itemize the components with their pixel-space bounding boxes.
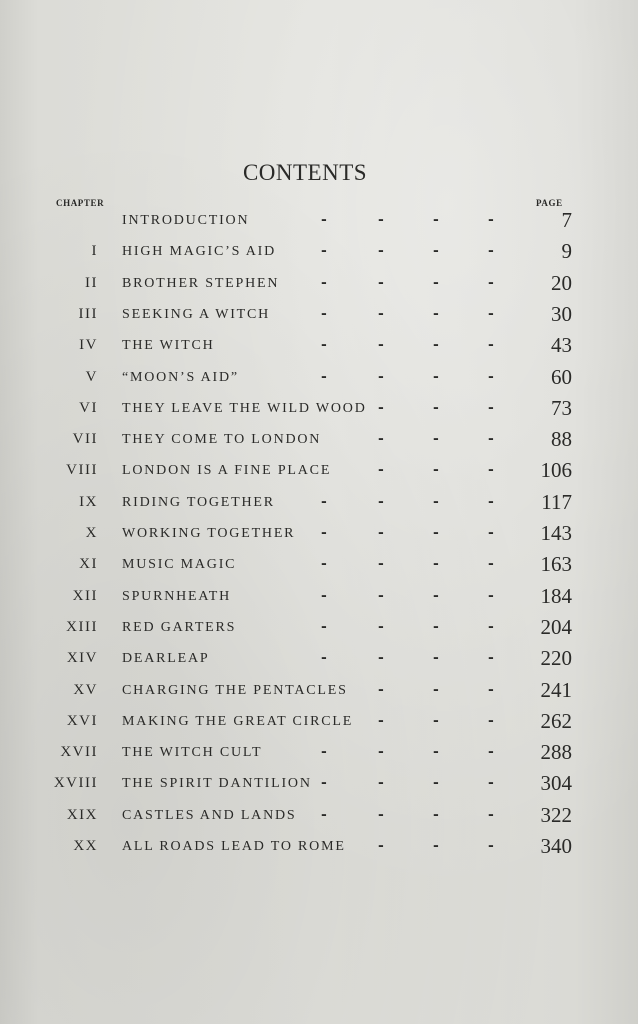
leader-dash: - <box>488 744 494 761</box>
leader-dash: - <box>488 712 494 729</box>
leader-dash: - <box>378 337 384 354</box>
toc-entry <box>0 236 638 267</box>
toc-entry <box>0 205 638 236</box>
leader-dash: - <box>488 462 494 479</box>
page-number: 60 <box>551 364 572 389</box>
leader-dash: - <box>488 368 494 385</box>
page-number: 262 <box>540 708 572 733</box>
chapter-number: XI <box>79 556 98 573</box>
chapter-title: INTRODUCTION <box>122 213 250 228</box>
page-number: 322 <box>540 802 572 827</box>
page-number: 163 <box>540 552 572 577</box>
leader-dash: - <box>378 587 384 604</box>
chapter-title: CASTLES AND LANDS <box>122 807 297 823</box>
leader-dash: - <box>488 587 494 604</box>
leader-dash: - <box>378 431 384 448</box>
leader-dash: - <box>488 431 494 448</box>
toc-entry <box>0 675 638 706</box>
leader-dash: - <box>321 556 327 573</box>
leader-dash: - <box>378 650 384 667</box>
leader-dash: - <box>378 212 384 228</box>
toc-entry <box>0 737 638 768</box>
chapter-number: XIII <box>66 618 98 635</box>
leader-dash: - <box>433 587 439 604</box>
chapter-title: LONDON IS A FINE PLACE <box>122 463 332 479</box>
leader-dash: - <box>321 525 327 541</box>
leader-dash: - <box>321 744 327 761</box>
leader-dash: - <box>488 650 494 667</box>
chapter-title: THE WITCH <box>122 338 215 354</box>
chapter-number: II <box>85 274 98 291</box>
leader-dash: - <box>433 681 439 698</box>
chapter-title: ALL ROADS LEAD TO ROME <box>122 839 346 854</box>
toc-entry <box>0 643 638 674</box>
chapter-number: IV <box>79 337 98 354</box>
leader-dash: - <box>433 212 439 228</box>
toc-entry <box>0 487 638 518</box>
leader-dash: - <box>433 650 439 667</box>
leader-dash: - <box>433 744 439 761</box>
page-number: 9 <box>561 239 572 264</box>
toc-entry <box>0 800 638 831</box>
leader-dash: - <box>378 462 384 479</box>
chapter-title: RIDING TOGETHER <box>122 494 275 510</box>
chapter-number: I <box>91 243 98 260</box>
toc-entry <box>0 393 638 424</box>
leader-dash: - <box>378 243 384 260</box>
page-number: 143 <box>540 521 572 545</box>
leader-dash: - <box>433 525 439 541</box>
page-number: 304 <box>540 771 572 796</box>
chapter-title: THEY COME TO LONDON <box>122 432 322 448</box>
page-number: 43 <box>551 333 572 358</box>
chapter-title: THEY LEAVE THE WILD WOOD <box>122 400 367 416</box>
leader-dash: - <box>321 305 327 322</box>
chapter-number: XII <box>72 587 98 604</box>
chapter-number: XV <box>73 681 98 698</box>
leader-dash: - <box>488 775 494 792</box>
page-number: 204 <box>540 614 572 639</box>
toc-entry <box>0 612 638 643</box>
leader-dash: - <box>433 274 439 291</box>
leader-dash: - <box>378 618 384 635</box>
toc-entry <box>0 330 638 361</box>
leader-dash: - <box>321 212 327 228</box>
chapter-title: HIGH MAGIC’S AID <box>122 244 277 260</box>
toc-entry <box>0 706 638 737</box>
chapter-title: SPURNHEATH <box>122 588 232 604</box>
leader-dash: - <box>378 525 384 541</box>
leader-dash: - <box>378 681 384 698</box>
toc-entry <box>0 455 638 486</box>
leader-dash: - <box>433 368 439 385</box>
leader-dash: - <box>488 493 494 510</box>
chapter-title: MUSIC MAGIC <box>122 557 237 573</box>
page-number: 241 <box>540 677 572 702</box>
page-number: 340 <box>540 834 572 858</box>
toc-entry <box>0 831 638 862</box>
toc-entry <box>0 549 638 580</box>
leader-dash: - <box>378 399 384 416</box>
chapter-title: THE SPIRIT DANTILION <box>122 776 312 792</box>
leader-dash: - <box>488 618 494 635</box>
chapter-title: “MOON’S AID” <box>122 369 239 385</box>
page-number: 30 <box>551 301 572 326</box>
leader-dash: - <box>321 337 327 354</box>
leader-dash: - <box>433 243 439 260</box>
chapter-title: BROTHER STEPHEN <box>122 275 280 291</box>
chapter-number: VII <box>72 431 98 448</box>
toc-entry <box>0 581 638 612</box>
toc-entry <box>0 424 638 455</box>
chapter-title: MAKING THE GREAT CIRCLE <box>122 713 354 729</box>
page-number: 184 <box>540 583 572 608</box>
leader-dash: - <box>488 305 494 322</box>
leader-dash: - <box>378 838 384 854</box>
leader-dash: - <box>321 587 327 604</box>
toc-entry <box>0 518 638 549</box>
chapter-title: WORKING TOGETHER <box>122 526 296 541</box>
leader-dash: - <box>378 744 384 761</box>
leader-dash: - <box>378 556 384 573</box>
leader-dash: - <box>321 243 327 260</box>
chapter-title: THE WITCH CULT <box>122 745 263 761</box>
page-number: 73 <box>551 395 572 420</box>
leader-dash: - <box>488 399 494 416</box>
leader-dash: - <box>433 712 439 729</box>
leader-dash: - <box>321 368 327 385</box>
leader-dash: - <box>378 806 384 823</box>
chapter-number: XIV <box>66 650 98 667</box>
leader-dash: - <box>488 525 494 541</box>
leader-dash: - <box>488 243 494 260</box>
chapter-number: XIX <box>66 806 98 823</box>
leader-dash: - <box>488 806 494 823</box>
chapter-number: IX <box>79 493 98 510</box>
leader-dash: - <box>488 274 494 291</box>
leader-dash: - <box>378 775 384 792</box>
leader-dash: - <box>378 305 384 322</box>
leader-dash: - <box>321 493 327 510</box>
leader-dash: - <box>433 431 439 448</box>
toc-entry <box>0 768 638 799</box>
chapter-number: XVII <box>60 744 98 761</box>
toc-entry <box>0 362 638 393</box>
chapter-title: SEEKING A WITCH <box>122 306 271 322</box>
leader-dash: - <box>378 493 384 510</box>
leader-dash: - <box>321 775 327 792</box>
chapter-number: VI <box>79 399 98 416</box>
leader-dash: - <box>433 399 439 416</box>
leader-dash: - <box>378 712 384 729</box>
leader-dash: - <box>378 368 384 385</box>
leader-dash: - <box>321 274 327 291</box>
leader-dash: - <box>321 650 327 667</box>
page-number: 20 <box>551 270 572 295</box>
page-number: 117 <box>541 489 572 514</box>
chapter-number: XX <box>73 838 98 854</box>
page-number: 106 <box>540 458 572 483</box>
page-title: CONTENTS <box>242 160 368 185</box>
chapter-number: XVIII <box>53 775 98 792</box>
leader-dash: - <box>488 337 494 354</box>
chapter-number: V <box>85 368 98 385</box>
chapter-column-label: CHAPTER <box>56 198 105 208</box>
page-number: 220 <box>540 646 572 671</box>
leader-dash: - <box>488 681 494 698</box>
toc-entry <box>0 268 638 299</box>
leader-dash: - <box>433 618 439 635</box>
leader-dash: - <box>433 493 439 510</box>
chapter-number: VIII <box>66 462 98 479</box>
leader-dash: - <box>321 618 327 635</box>
leader-dash: - <box>321 806 327 823</box>
leader-dash: - <box>433 462 439 479</box>
page-number: 7 <box>561 208 572 232</box>
leader-dash: - <box>378 274 384 291</box>
chapter-title: DEARLEAP <box>122 651 210 667</box>
leader-dash: - <box>433 556 439 573</box>
chapter-number: III <box>78 305 98 322</box>
leader-dash: - <box>433 806 439 823</box>
page-column-label: PAGE <box>536 198 563 208</box>
chapter-number: X <box>85 525 98 541</box>
toc-entry <box>0 299 638 330</box>
leader-dash: - <box>488 556 494 573</box>
leader-dash: - <box>433 838 439 854</box>
page-number: 88 <box>551 427 572 452</box>
page-number: 288 <box>540 740 572 765</box>
chapter-title: CHARGING THE PENTACLES <box>122 682 348 698</box>
leader-dash: - <box>488 838 494 854</box>
chapter-number: XVI <box>66 712 98 729</box>
leader-dash: - <box>433 305 439 322</box>
leader-dash: - <box>488 212 494 228</box>
leader-dash: - <box>433 775 439 792</box>
leader-dash: - <box>433 337 439 354</box>
chapter-title: RED GARTERS <box>122 619 237 635</box>
